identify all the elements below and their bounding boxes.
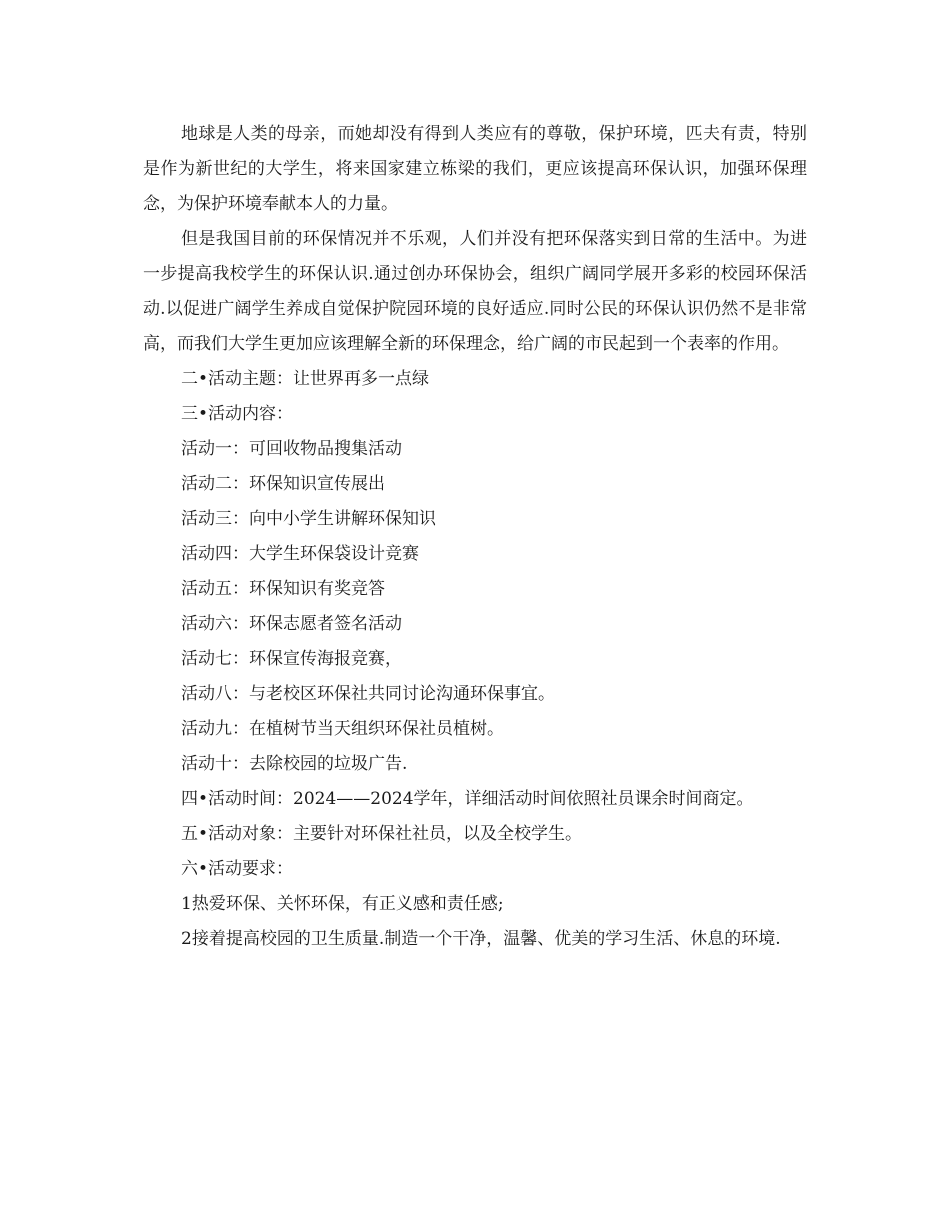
- content-heading: 三•活动内容：: [181, 404, 294, 424]
- requirement-item: 2接着提高校园的卫生质量.制造一个干净，温馨、优美的学习生活、休息的环境.: [181, 929, 781, 949]
- activity-item: 活动四：大学生环保袋设计竞赛: [181, 544, 419, 564]
- target-line: 五•活动对象：主要针对环保社社员，以及全校学生。: [181, 824, 583, 844]
- activity-item: 活动十：去除校园的垃圾广告.: [181, 754, 408, 774]
- document-body: [143, 117, 807, 957]
- activity-item: 活动八：与老校区环保社共同讨论沟通环保事宜。: [181, 684, 555, 704]
- activity-item: 活动七：环保宣传海报竞赛，: [181, 649, 402, 669]
- intro-paragraph: 地球是人类的母亲，而她却没有得到人类应有的尊敬，保护环境，匹夫有责，特别是作为新世纪的大学生，将来国家建立栋梁的我们，更应该提高环保认识，加强环保理念，为保护环境奉献本人的力量。: [143, 124, 807, 214]
- time-line: 四•活动时间：2024——2024学年，详细活动时间依照社员课余时间商定。: [181, 789, 754, 809]
- requirement-item: 1热爱环保、关怀环保，有正义感和责任感;: [181, 894, 504, 914]
- activity-item: 活动六：环保志愿者签名活动: [181, 614, 402, 634]
- activity-item: 活动三：向中小学生讲解环保知识: [181, 509, 436, 529]
- activity-item: 活动一：可回收物品搜集活动: [181, 439, 402, 459]
- activity-item: 活动九：在植树节当天组织环保社员植树。: [181, 719, 504, 739]
- activity-item: 活动五：环保知识有奖竞答: [181, 579, 385, 599]
- activity-item: 活动二：环保知识宣传展出: [181, 474, 385, 494]
- theme-line: 二•活动主题：让世界再多一点绿: [181, 369, 430, 389]
- situation-paragraph: 但是我国目前的环保情况并不乐观，人们并没有把环保落实到日常的生活中。为进一步提高我校学生的环保认识.通过创办环保协会，组织广阔同学展开多彩的校园环保活动.以促进广阔学生养成自觉保护院园环境的良好适应.同时公民的环保认识仍然不是非常高，而我们大学生更加应该理解全新的环保理念，给广阔的市民起到一个表率的作用。: [143, 229, 807, 354]
- requirements-heading: 六•活动要求：: [181, 859, 294, 879]
